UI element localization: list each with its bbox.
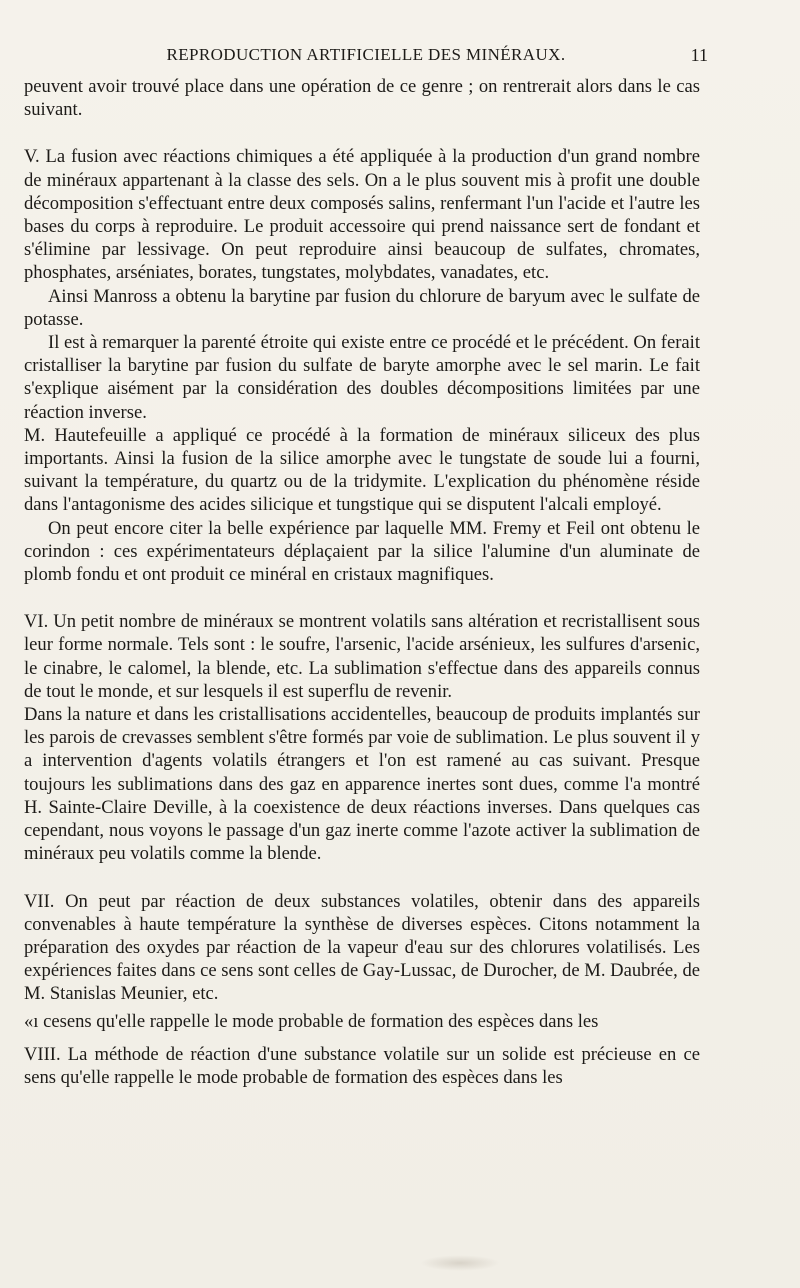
- running-header: [24, 45, 708, 67]
- paragraph-section-viii: VIII. La méthode de réaction d'une substance volatile sur un solide est précieuse en ce sens qu'elle rappelle le mode probable de formation des espèces dans les: [24, 1043, 700, 1088]
- paragraph-manross: Ainsi Manross a obtenu la barytine par fusion du chlorure de baryum avec le sulfate de potasse.: [24, 285, 700, 330]
- paragraph-continuation: peuvent avoir trouvé place dans une opération de ce genre ; on rentrerait alors dans le cas suivant.: [24, 76, 700, 121]
- paragraph-sublimation: Dans la nature et dans les cristallisations accidentelles, beaucoup de produits implantés sur les parois de crevasses semblent s'être formés par voie de sublimation. Le plus souvent il y a intervention d'agents volatils étrangers et l'on est ramené au cas suivant. Presque toujours les sublimations dans des gaz en apparence inertes sont dues, comme l'a montré H. Sainte-Claire Deville, à la coexistence de deux réactions inverses. Dans quelques cas cependant, nous voyons le passage d'un gaz inerte comme l'azote activer la sublimation de minéraux peu volatils comme la blende.: [24, 704, 700, 865]
- paragraph-fremy-feil: On peut encore citer la belle expérience par laquelle MM. Fremy et Feil ont obtenu le corindon : ces expérimentateurs déplaçaient par la silice l'alumine d'un aluminate de plomb fondu et ont produit ce minéral en cristaux magnifiques.: [24, 517, 700, 586]
- paragraph-parente: Il est à remarquer la parenté étroite qui existe entre ce procédé et le précédent. On ferait cristalliser la barytine par fusion du sulfate de baryte amorphe avec le sel marin. Le fait s'explique aisément par la considération des doubles décompositions limitées par une réaction inverse.: [24, 332, 700, 423]
- paragraph-section-v: V. La fusion avec réactions chimiques a été appliquée à la production d'un grand nombre de minéraux appartenant à la classe des sels. On a le plus souvent mis à profit une double décomposition s'effectuant entre deux composés salins, renfermant l'un l'acide et l'autre les bases du corps à reproduire. Le produit accessoire qui prend naissance sert de fondant et s'élimine par lessivage. On peut reproduire ainsi beaucoup de sulfates, chromates, phosphates, arséniates, borates, tungstates, molybdates, vanadates, etc.: [24, 146, 700, 284]
- running-title: REPRODUCTION ARTIFICIELLE DES MINÉRAUX.: [166, 45, 566, 64]
- paragraph-hautefeuille: M. Hautefeuille a appliqué ce procédé à la formation de minéraux siliceux des plus importants. Ainsi la fusion de la silice amorphe avec le tungstate de soude lui a fourni, suivant la température, du quartz ou de la tridymite. L'explication du phénomène réside dans l'antagonisme des acides silicique et tungstique qui se disputent l'alcali employé.: [24, 424, 700, 516]
- paragraph-section-vii: VII. On peut par réaction de deux substances volatiles, obtenir dans des appareils convenables à haute température la synthèse de diverses espèces. Citons notamment la préparation des oxydes par réaction de la vapeur d'eau sur des chlorures volatilisés. Les expériences faites dans ce sens sont celles de Gay-Lussac, de Durocher, de M. Daubrée, de M. Stanislas Meunier, etc.: [24, 890, 700, 1005]
- body-text: [24, 75, 700, 1089]
- page-number: 11: [690, 45, 708, 65]
- page-smudge: [420, 1255, 500, 1271]
- paragraph-section-vi: VI. Un petit nombre de minéraux se montrent volatils sans altération et recristallisent sous leur forme normale. Tels sont : le soufre, l'arsenic, l'acide arsénieux, les sulfures d'arsenic, le cinabre, le calomel, la blende, etc. La sublimation s'effectue dans des appareils connus de tout le monde, et sur lesquels il est superflu de revenir.: [24, 611, 700, 702]
- paragraph-bleed-through: «ı cesens qu'elle rappelle le mode probable de formation des espèces dans les: [24, 1010, 599, 1032]
